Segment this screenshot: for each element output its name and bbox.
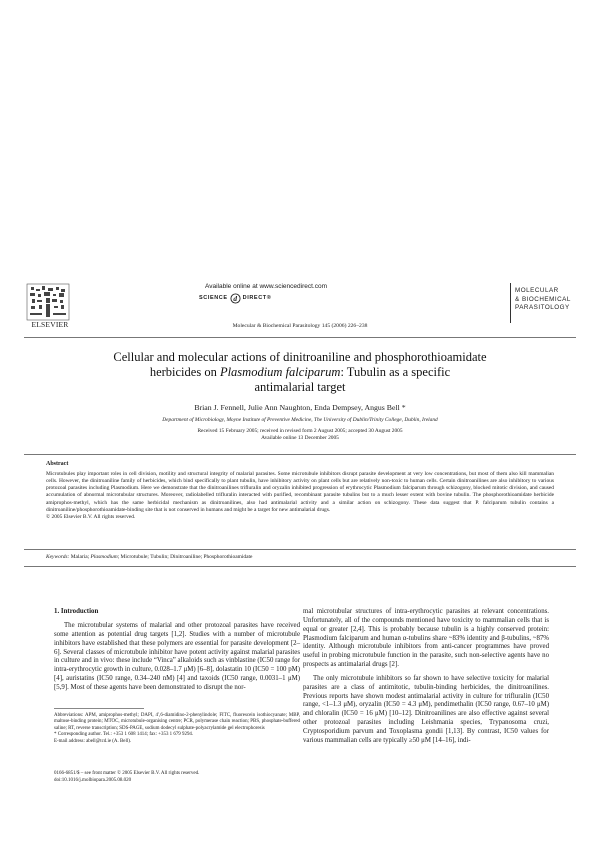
available-online-text: Available online at www.sciencedirect.com (205, 283, 327, 290)
abstract-copyright: © 2005 Elsevier B.V. All rights reserved. (46, 513, 136, 520)
journal-brand-line-3: PARASITOLOGY (515, 304, 570, 312)
affiliation: Department of Microbiology, Moyne Institute of Preventive Medicine, The University of Dublin/Trinity College, Dublin, Ireland (162, 417, 438, 423)
sciencedirect-d-icon (230, 293, 241, 304)
footnotes (54, 713, 300, 745)
header-rule (24, 337, 576, 338)
available-date: Available online 13 December 2005 (261, 435, 339, 442)
publisher-name: ELSEVIER (31, 320, 69, 329)
issn-line: 0166-6851/$ – see front matter © 2005 Elsevier B.V. All rights reserved. (54, 771, 200, 776)
article-dates (100, 428, 500, 442)
journal-brand-line-2: & BIOCHEMICAL (515, 295, 571, 303)
author-list: Brian J. Fennell, Julie Ann Naughton, Enda Dempsey, Angus Bell * (194, 403, 406, 412)
abstract-heading: Abstract (46, 461, 69, 467)
abbreviations-note: Abbreviations: APM, amiprophos-methyl; DAPI, 4′,6-diamidino-2-phenylindole; FITC, fluorescein isothiocyanate; MBP, maltose-binding protein; MTOC, microtubule-organising centre; PCR, polymerase chain reaction; PBS, phosphate-buffered saline; RT, reverse transcription; SDS-PAGE, sodium dodecyl sulphate-polyacrylamide gel electrophoresis (54, 713, 300, 731)
title-line-1: Cellular and molecular actions of dinitroaniline and phosphorothioamidate (113, 350, 487, 364)
article-title (100, 350, 500, 394)
elsevier-tree-logo (26, 283, 70, 321)
intro-left-column (54, 622, 300, 693)
abstract-top-rule (24, 454, 576, 455)
keywords-rule (24, 549, 576, 550)
intro-paragraph: mal microtubular structures of intra-erythrocytic parasites at relevant concentrations. Unfortunately, all of the compounds mentioned have toxicity to mammalian cells that is equal or greater [2,4]. This is probably because tubulin is a highly conserved protein: Plasmodium falciparum and human α-tubulins share ~83% identity and β-tubulins, ~87% identity. Although microtubule inhibitors from anti-cancer programmes have proved useful in probing microtubule function in the parasite, such non-selective agents have no prospects as antimalarial drugs [2]. (303, 608, 549, 669)
sciencedirect-right-word: DIRECT® (242, 295, 272, 301)
sciencedirect-logo (199, 292, 271, 304)
journal-citation: Molecular & Biochemical Parasitology 145 (2006) 226–238 (232, 323, 368, 329)
abstract-text: Microtubules play important roles in cell division, motility and structural integrity of malarial parasites. Some microtubule inhibitors disrupt parasite development at very low concentrations, but most of them also kill mammalian cells. However, the dinitroaniline family of herbicides, which bind specifically to plant tubulin, have inhibitory activity on plant cells but are relatively non-toxic to human cells. Certain dinitroanilines are also inhibitory to various protozoal parasites including Plasmodium. Here we demonstrate that the dinitroanilines trifluralin and oryzalin inhibited progression of erythrocytic Plasmodium falciparum through schizogony, blocked mitotic division, and caused accumulation of abnormal microtubular structures. Moreover, radiolabelled trifluralin interacted with purified, recombinant parasite tubulins but to a much lesser extent with bovine tubulin. The phosphorothioamidate herbicide amiprophos-methyl, which has the same herbicidal mechanism as dinitroanilines, also had antimalarial activity and a similar action on schizogony. These data suggest that P. falciparum tubulin contains a dinitroaniline/phosphorothioamidate-binding site that is not conserved in humans and might be a target for new antimalarial drugs. (46, 471, 554, 513)
email-note: E-mail address: abell@tcd.ie (A. Bell). (54, 738, 132, 744)
svg-text:d: d (233, 293, 238, 303)
corresponding-author-note: * Corresponding author. Tel.: +353 1 608 1414; fax: +353 1 679 9294. (54, 732, 194, 738)
journal-brand (515, 287, 571, 313)
abstract-body (46, 471, 554, 521)
title-line-2: herbicides on Plasmodium falciparum: Tubulin as a specific (149, 364, 451, 379)
journal-brand-line-1: MOLECULAR (515, 287, 559, 294)
front-matter (54, 771, 300, 784)
title-line-3: antimalarial target (254, 379, 346, 394)
brand-divider (510, 283, 511, 323)
doi-line: doi:10.1016/j.molbiopara.2005.08.020 (54, 777, 132, 783)
keywords-bottom-rule (24, 566, 576, 567)
sciencedirect-left-word: SCIENCE (199, 295, 228, 301)
intro-paragraph: The only microtubule inhibitors so far shown to have selective toxicity for malarial parasites are a class of antimitotic, tubulin-binding herbicides, the dinitroanilines. Previous reports have shown modest antimalarial activity in culture for trifluralin (IC50 range, <1–1.3 μM), oryzalin (IC50 = 4.3 μM), pendimethalin (IC50 range, 0.67–10 μM) and chloralin (IC50 = 16 μM) [10–12]. Dinitroanilines are also effective against several other protozoal parasites including Leishmania species, Trypanosoma cruzi, Cryptosporidium parvum and Toxoplasma gondii [1,13]. By contrast, IC50 values for various mammalian cells are typically ≥50 μM [14–16], indi- (303, 674, 549, 744)
received-dates: Received 15 February 2005; received in revised form 2 August 2005; accepted 30 August 2005 (197, 428, 403, 434)
intro-right-column (303, 608, 549, 746)
intro-paragraph: The microtubular systems of malarial and other protozoal parasites have received some attention as potential drug targets [1,2]. Studies with a number of microtubule inhibitors have established that these polymers are essential for parasite development [2–6]. Several classes of microtubule inhibitor have potent activity against malarial parasites in culture and in vivo: these include “Vinca” alkaloids such as vinblastine (IC50 range for intra-erythrocytic growth in culture, 0.028–1.7 μM) [6–8], dolastatin 10 (IC50 = 100 pM) [4], auristatins (IC50 range, 0.34–240 nM) [4] and taxoids (IC50 range, 0.0031–1 μM) [5,9]. Most of these agents have been demonstrated to disrupt the nor- (54, 622, 300, 691)
section-heading: 1. Introduction (54, 608, 99, 615)
keywords-label: Keywords: (46, 554, 70, 560)
keywords: Keywords: Malaria; Plasmodium; Microtubule; Tubulin; Dinitroaniline; Phosphorothioamidate (46, 554, 253, 560)
footnote-rule (54, 708, 144, 709)
